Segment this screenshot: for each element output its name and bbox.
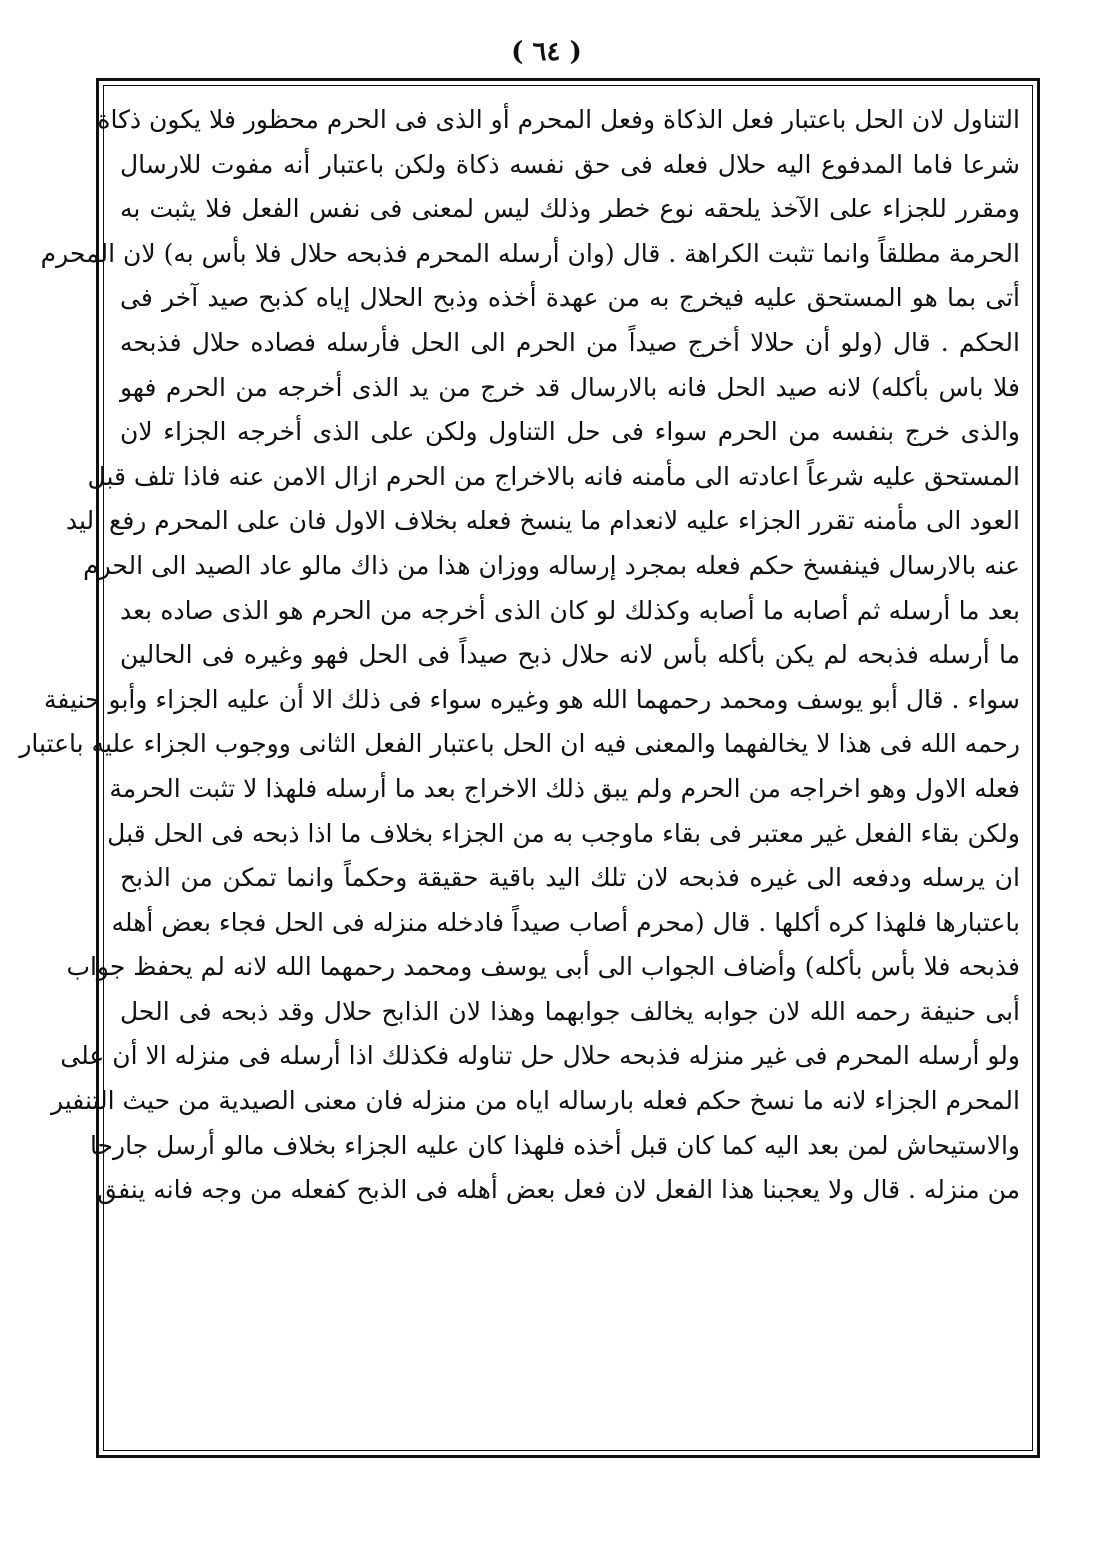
- text-line: فذبحه فلا بأس بأكله) وأضاف الجواب الى أبى يوسف ومحمد رحمهما الله لانه لم يحفظ جواب: [66, 952, 1020, 982]
- text-line: بعد ما أرسله ثم أصابه ما أصابه وكذلك لو كان الذى أخرجه من الحرم هو الذى صاده بعد: [120, 595, 1020, 625]
- text-line: أتى بما هو المستحق عليه فيخرج به من عهدة أخذه وذبح الحلال إياه كذبح صيد آخر فى: [120, 283, 1020, 313]
- text-line: شرعا فاما المدفوع اليه حلال فعله فى حق نفسه ذكاة ولكن باعتبار أنه مفوت للارسال: [120, 149, 1020, 179]
- text-line: والذى خرج بنفسه من الحرم سواء فى حل التناول ولكن على الذى أخرجه الجزاء لان: [120, 417, 1020, 447]
- text-line: الحرمة مطلقاً وانما تثبت الكراهة . قال (وان أرسله المحرم فذبحه حلال فلا بأس به) لان المحرم: [40, 238, 1020, 268]
- text-line: عنه بالارسال فينفسخ حكم فعله بمجرد إرساله ووزان هذا من ذاك مالو عاد الصيد الى الحرم: [83, 550, 1020, 580]
- text-line: باعتبارها فلهذا كره أكلها . قال (محرم أصاب صيداً فادخله منزله فى الحل فجاء بعض أهله: [111, 907, 1020, 937]
- text-line: ولو أرسله المحرم فى غير منزله فذبحه حلال حل تناوله فكذلك اذا أرسله فى منزله الا أن على: [60, 1041, 1020, 1071]
- text-line: التناول لان الحل باعتبار فعل الذكاة وفعل المحرم أو الذى فى الحرم محظور فلا يكون ذكاة: [97, 105, 1020, 134]
- text-line: من منزله . قال ولا يعجبنا هذا الفعل لان فعل بعض أهله فى الذبح كفعله من وجه فانه ينفق: [97, 1175, 1020, 1205]
- body-text: [19, 98, 1020, 1438]
- text-line: المستحق عليه شرعاً اعادته الى مأمنه فانه بالاخراج من الحرم ازال الامن عنه فاذا تلف قبل: [87, 461, 1020, 491]
- text-line: الحكم . قال (ولو أن حلالا أخرج صيداً من الحرم الى الحل فأرسله فصاده حلال فذبحه: [120, 327, 1020, 357]
- page-number: ( ٦٤ ): [511, 37, 582, 67]
- text-line: العود الى مأمنه تقرر الجزاء عليه لانعدام ما ينسخ فعله بخلاف الاول فان على المحرم رفع اليد: [65, 506, 1020, 536]
- text-line: ومقرر للجزاء على الآخذ يلحقه نوع خطر وذلك ليس لمعنى فى نفس الفعل فلا يثبت به: [120, 194, 1020, 224]
- text-line: ان يرسله ودفعه الى غيره فذبحه لان تلك اليد باقية حقيقة وحكماً وانما تمكن من الذبح: [120, 863, 1020, 893]
- text-line: أبى حنيفة رحمه الله لان جوابه يخالف جوابهما وهذا لان الذابح حلال وقد ذبحه فى الحل: [120, 996, 1020, 1026]
- text-line: ما أرسله فذبحه لم يكن بأكله بأس لانه حلال ذبح صيداً فى الحل فهو وغيره فى الحالين: [120, 640, 1020, 670]
- text-line: ولكن بقاء الفعل غير معتبر فى بقاء ماوجب به من الجزاء بخلاف ما اذا ذبحه فى الحل قبل: [107, 818, 1020, 848]
- text-line: والاستيحاش لمن بعد اليه كما كان قبل أخذه فلهذا كان عليه الجزاء بخلاف مالو أرسل جارحا: [89, 1130, 1020, 1160]
- text-line: فعله الاول وهو اخراجه من الحرم ولم يبق ذلك الاخراج بعد ما أرسله فلهذا لا تثبت الحرمة: [109, 773, 1020, 803]
- text-line: فلا باس بأكله) لانه صيد الحل فانه بالارسال قد خرج من يد الذى أخرجه من الحرم فهو: [120, 372, 1020, 402]
- text-line: المحرم الجزاء لانه ما نسخ حكم فعله بارساله اياه من منزله فان معنى الصيدية من حيث التنفير: [50, 1086, 1020, 1116]
- text-line: رحمه الله فى هذا لا يخالفهما والمعنى فيه ان الحل باعتبار الفعل الثانى ووجوب الجزاء عليه باعتبار: [19, 729, 1020, 759]
- text-line: سواء . قال أبو يوسف ومحمد رحمهما الله هو وغيره سواء فى ذلك الا أن عليه الجزاء وأبو حنيفة: [44, 684, 1020, 714]
